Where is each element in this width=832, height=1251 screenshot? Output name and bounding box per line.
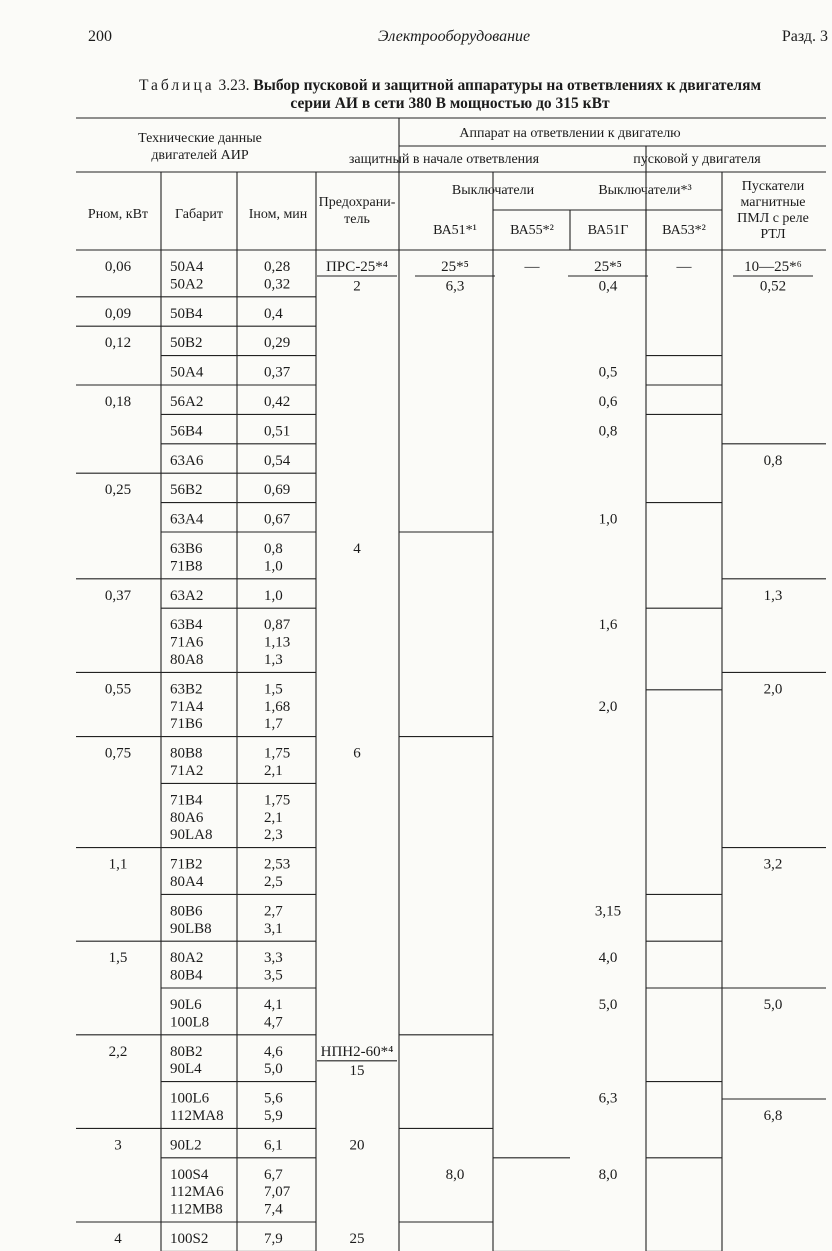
- current-value: 1,7: [264, 716, 283, 733]
- fuse-value: ПРС-25*⁴: [325, 259, 389, 275]
- power-value: 0,75: [104, 745, 132, 762]
- current-value: 1,0: [264, 558, 283, 575]
- header-starters: Пускатели: [741, 179, 805, 194]
- frame-value: 112МА6: [170, 1184, 224, 1201]
- frame-value: 90L6: [170, 997, 202, 1013]
- fuse-value: 25: [349, 1231, 365, 1247]
- va51g-value: 4,0: [598, 950, 618, 967]
- header-starting: пусковой у двигателя: [633, 152, 761, 167]
- fuse-value-denominator: 15: [349, 1063, 365, 1080]
- frame-value: 71В2: [170, 856, 203, 873]
- va51g-value: 1,0: [598, 511, 618, 528]
- current-value: 1,13: [264, 634, 291, 651]
- frame-value: 63А6: [170, 452, 204, 469]
- starter-value: 6,8: [763, 1108, 783, 1124]
- current-value: 5,0: [264, 1061, 283, 1078]
- header-current: Iном, мин: [248, 207, 308, 222]
- table-cells: [105, 259, 802, 1251]
- frame-value: 63А4: [170, 511, 204, 528]
- power-value: 0,12: [104, 335, 132, 352]
- header-apparatus: Аппарат на ответвлении к двигателю: [459, 126, 681, 141]
- header-breakers-protective: Выключатели: [451, 183, 535, 198]
- header-va51: ВА51*¹: [433, 223, 477, 238]
- current-value: 2,3: [264, 827, 283, 844]
- header-tech-data: Технические данные: [138, 131, 262, 146]
- frame-value: 56А2: [170, 394, 204, 410]
- frame-value: 56В2: [170, 482, 203, 499]
- frame-value: 63В6: [170, 541, 203, 557]
- va51g-value: 2,0: [598, 698, 618, 715]
- frame-value: 63В2: [170, 681, 203, 698]
- frame-value: 80А2: [170, 950, 204, 967]
- power-value: 3: [114, 1137, 122, 1154]
- caption-label: Таблица: [138, 77, 215, 94]
- header-fuses: Предохрани-: [318, 195, 396, 210]
- power-value: 0,18: [104, 394, 132, 410]
- frame-value: 50А4: [170, 259, 204, 275]
- frame-value: 50А2: [170, 276, 204, 293]
- current-value: 0,32: [264, 276, 291, 293]
- current-value: 1,75: [264, 745, 291, 762]
- va51-value-denominator: 6,3: [445, 278, 465, 295]
- power-value: 0,06: [104, 259, 132, 275]
- va51g-value: 0,5: [598, 364, 618, 381]
- va51g-value: 0,6: [598, 394, 618, 410]
- current-value: 0,28: [264, 259, 291, 275]
- frame-value: 80В8: [170, 745, 203, 762]
- frame-value: 80А8: [170, 652, 204, 668]
- power-value: 4: [114, 1231, 122, 1247]
- current-value: 4,1: [264, 997, 283, 1013]
- va51g-value-denominator: 0,4: [598, 278, 618, 295]
- frame-value: 71В8: [170, 558, 203, 575]
- current-value: 1,5: [264, 681, 283, 698]
- va51g-value: 25*⁵: [594, 259, 622, 275]
- va51g-value: 6,3: [598, 1090, 618, 1107]
- frame-value: 71А2: [170, 763, 204, 779]
- starter-value: 3,2: [763, 856, 783, 873]
- power-value: 0,25: [104, 482, 132, 499]
- header-starters-sub2: ПМЛ с реле: [737, 211, 809, 226]
- current-value: 4,7: [264, 1014, 283, 1031]
- frame-value: 90L4: [170, 1061, 202, 1078]
- power-value: 0,09: [104, 305, 132, 322]
- frame-value: 80А6: [170, 809, 204, 826]
- frame-value: 90L2: [170, 1137, 202, 1154]
- table-caption: [80, 77, 820, 113]
- header-va55: ВА55*²: [510, 223, 554, 238]
- frame-value: 100S4: [170, 1166, 209, 1183]
- fuse-value: 4: [353, 541, 361, 557]
- current-value: 6,7: [264, 1166, 283, 1183]
- frame-value: 90LВ8: [170, 920, 212, 937]
- current-value: 0,67: [264, 511, 291, 528]
- current-value: 2,7: [264, 903, 283, 920]
- current-value: 0,51: [264, 423, 291, 440]
- current-value: 0,8: [264, 541, 283, 557]
- frame-value: 90LА8: [170, 827, 213, 844]
- va51g-value: 8,0: [598, 1166, 618, 1183]
- running-head: [88, 28, 828, 52]
- current-value: 0,87: [264, 617, 291, 634]
- power-value: 1,5: [108, 950, 128, 967]
- current-value: 4,6: [264, 1043, 283, 1060]
- frame-value: 56В4: [170, 423, 203, 440]
- frame-value: 80В4: [170, 967, 203, 984]
- header-va51g: ВА51Г: [587, 223, 629, 238]
- power-value: 1,1: [108, 856, 128, 873]
- current-value: 7,4: [264, 1201, 283, 1218]
- current-value: 2,5: [264, 874, 283, 890]
- va51g-value: 0,8: [598, 423, 618, 440]
- frame-value: 100S2: [170, 1231, 209, 1247]
- current-value: 1,68: [264, 698, 291, 715]
- header-starters-sub3: РТЛ: [760, 227, 786, 242]
- fuse-value: 20: [349, 1137, 365, 1154]
- starter-value: 1,3: [763, 587, 783, 604]
- current-value: 2,1: [264, 809, 283, 826]
- frame-value: 100L6: [170, 1090, 210, 1107]
- starter-value-denominator: 0,52: [759, 278, 787, 295]
- fuse-value: 6: [353, 745, 361, 762]
- frame-value: 63А2: [170, 587, 204, 604]
- va53-value: —: [676, 259, 692, 275]
- section-label: Разд. 3: [781, 28, 828, 45]
- frame-value: 80А4: [170, 874, 204, 890]
- header-protective: защитный в начале ответвления: [348, 152, 540, 167]
- va51-value: 8,0: [445, 1166, 465, 1183]
- frame-value: 100L8: [170, 1014, 210, 1031]
- frame-value: 71В4: [170, 792, 203, 809]
- starter-value: 0,8: [763, 452, 783, 469]
- current-value: 0,69: [264, 482, 291, 499]
- current-value: 0,29: [264, 335, 291, 352]
- current-value: 0,42: [264, 394, 291, 410]
- va51-value: 25*⁵: [441, 259, 469, 275]
- frame-value: 112МА8: [170, 1108, 224, 1124]
- frame-value: 71А6: [170, 634, 204, 651]
- current-value: 7,07: [264, 1184, 291, 1201]
- starter-value: 10—25*⁶: [744, 259, 802, 275]
- va51g-value: 1,6: [598, 617, 618, 634]
- frame-value: 63В4: [170, 617, 203, 634]
- starter-value: 2,0: [763, 681, 783, 698]
- current-value: 1,0: [264, 587, 283, 604]
- power-value: 2,2: [108, 1043, 128, 1060]
- current-value: 3,5: [264, 967, 283, 984]
- current-value: 0,4: [264, 305, 283, 322]
- header-va53: ВА53*²: [662, 223, 706, 238]
- caption-title-line2: серии АИ в сети 380 В мощностью до 315 кВт: [290, 95, 610, 112]
- current-value: 5,9: [264, 1108, 283, 1124]
- current-value: 6,1: [264, 1137, 283, 1154]
- current-value: 2,1: [264, 763, 283, 779]
- frame-value: 50В4: [170, 305, 203, 322]
- running-title: Электрооборудование: [378, 28, 531, 45]
- frame-value: 80В6: [170, 903, 203, 920]
- starter-value: 5,0: [763, 997, 783, 1013]
- current-value: 3,1: [264, 920, 283, 937]
- header-power: Pном, кВт: [87, 207, 149, 222]
- caption-number: 3.23.: [218, 77, 250, 94]
- va51g-value: 3,15: [594, 903, 622, 920]
- frame-value: 50В2: [170, 335, 203, 352]
- selection-table: [76, 118, 826, 1247]
- va55-value: —: [524, 259, 540, 275]
- va51g-value: 5,0: [598, 997, 618, 1013]
- power-value: 0,37: [104, 587, 132, 604]
- header-breakers-starting: Выключатели*³: [598, 183, 692, 198]
- header-frame: Габарит: [175, 207, 223, 222]
- page-number: 200: [88, 28, 112, 45]
- current-value: 0,37: [264, 364, 291, 381]
- current-value: 2,53: [264, 856, 291, 873]
- fuse-value: НПН2-60*⁴: [320, 1043, 394, 1060]
- frame-value: 112МВ8: [170, 1201, 223, 1218]
- header-starters-sub: магнитные: [740, 195, 806, 210]
- power-value: 0,55: [104, 681, 132, 698]
- current-value: 1,3: [264, 652, 283, 668]
- header-fuses-sub: тель: [344, 212, 370, 227]
- header-tech-data-sub: двигателей АИР: [151, 148, 249, 163]
- frame-value: 71А4: [170, 698, 204, 715]
- frame-value: 80В2: [170, 1043, 203, 1060]
- caption-title-line1: Выбор пусковой и защитной аппаратуры на ответвлениях к двигателям: [253, 77, 762, 94]
- current-value: 3,3: [264, 950, 283, 967]
- fuse-value-denominator: 2: [353, 278, 361, 295]
- frame-value: 50А4: [170, 364, 204, 381]
- current-value: 1,75: [264, 792, 291, 809]
- current-value: 0,54: [264, 452, 291, 469]
- frame-value: 71В6: [170, 716, 203, 733]
- current-value: 7,9: [264, 1231, 283, 1247]
- current-value: 5,6: [264, 1090, 283, 1107]
